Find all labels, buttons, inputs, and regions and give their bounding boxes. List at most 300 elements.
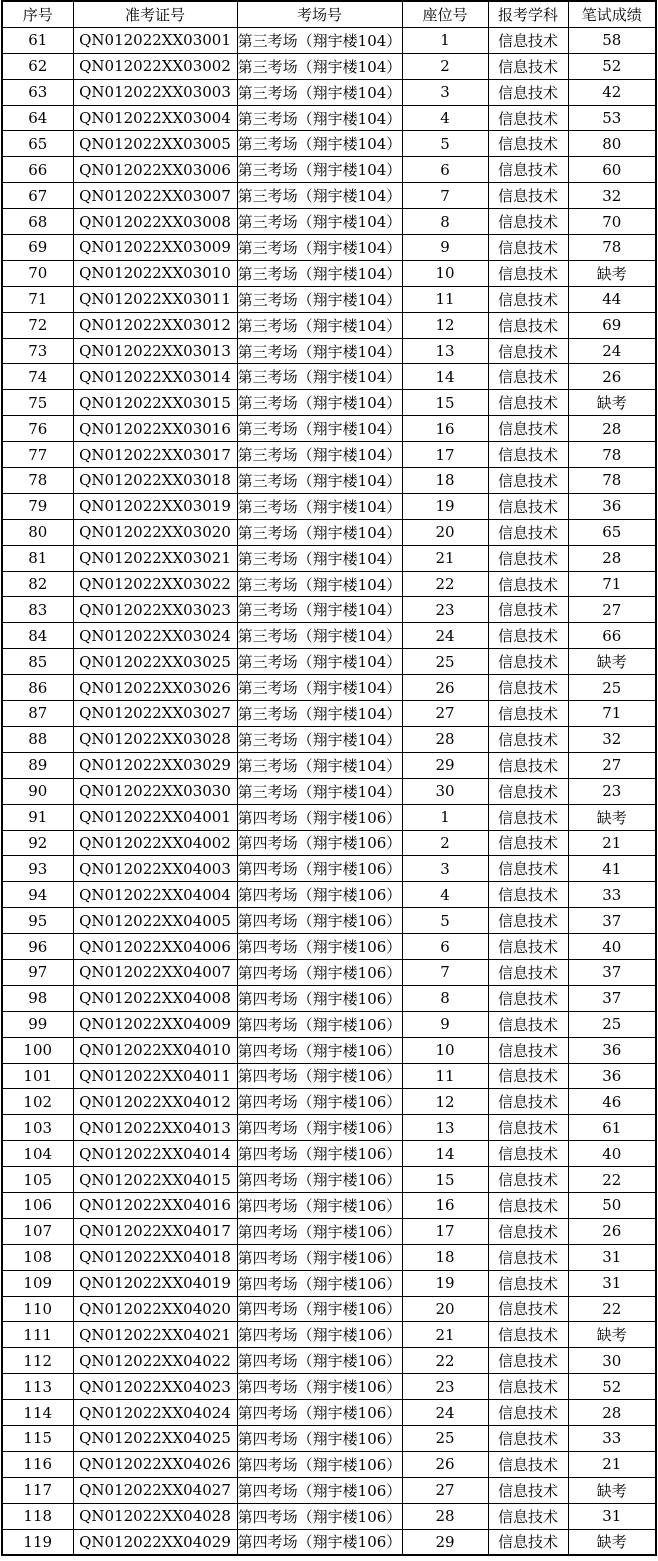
ticket-cell: QN012022XX03017 [73,442,237,468]
room-cell: 第三考场（翔宇楼104） [237,364,402,390]
ticket-cell: QN012022XX03022 [73,571,237,597]
subject-cell: 信息技术 [488,1374,568,1400]
room-cell: 第四考场（翔宇楼106） [237,1218,402,1244]
room-cell: 第三考场（翔宇楼104） [237,105,402,131]
room-cell: 第四考场（翔宇楼106） [237,1037,402,1063]
column-header-score: 笔试成绩 [568,1,656,27]
subject-cell: 信息技术 [488,235,568,261]
room-cell: 第四考场（翔宇楼106） [237,1503,402,1529]
ticket-cell: QN012022XX04028 [73,1503,237,1529]
subject-cell: 信息技术 [488,105,568,131]
serial-cell: 80 [2,519,73,545]
room-cell: 第四考场（翔宇楼106） [237,1374,402,1400]
room-cell: 第三考场（翔宇楼104） [237,338,402,364]
subject-cell: 信息技术 [488,53,568,79]
room-cell: 第三考场（翔宇楼104） [237,79,402,105]
room-cell: 第三考场（翔宇楼104） [237,235,402,261]
table-row [2,934,656,960]
table-row [2,416,656,442]
room-cell: 第四考场（翔宇楼106） [237,1451,402,1477]
seat-cell: 28 [402,1503,488,1529]
score-cell: 69 [568,312,656,338]
score-cell: 37 [568,985,656,1011]
seat-cell: 27 [402,701,488,727]
room-cell: 第四考场（翔宇楼106） [237,1270,402,1296]
ticket-cell: QN012022XX04002 [73,830,237,856]
serial-cell: 102 [2,1089,73,1115]
seat-cell: 21 [402,545,488,571]
seat-cell: 22 [402,571,488,597]
subject-cell: 信息技术 [488,597,568,623]
seat-cell: 5 [402,908,488,934]
seat-cell: 15 [402,390,488,416]
subject-cell: 信息技术 [488,468,568,494]
serial-cell: 82 [2,571,73,597]
serial-cell: 101 [2,1063,73,1089]
score-cell: 24 [568,338,656,364]
serial-cell: 115 [2,1425,73,1451]
ticket-cell: QN012022XX03006 [73,157,237,183]
room-cell: 第四考场（翔宇楼106） [237,908,402,934]
seat-cell: 20 [402,519,488,545]
room-cell: 第四考场（翔宇楼106） [237,959,402,985]
score-cell: 78 [568,442,656,468]
subject-cell: 信息技术 [488,1115,568,1141]
subject-cell: 信息技术 [488,1192,568,1218]
score-cell: 缺考 [568,1322,656,1348]
room-cell: 第四考场（翔宇楼106） [237,1348,402,1374]
score-cell: 28 [568,1400,656,1426]
subject-cell: 信息技术 [488,571,568,597]
score-cell: 36 [568,493,656,519]
subject-cell: 信息技术 [488,519,568,545]
ticket-cell: QN012022XX04001 [73,804,237,830]
room-cell: 第三考场（翔宇楼104） [237,286,402,312]
table-row [2,959,656,985]
column-header-subject: 报考学科 [488,1,568,27]
score-cell: 27 [568,597,656,623]
subject-cell: 信息技术 [488,1037,568,1063]
serial-cell: 105 [2,1167,73,1193]
score-cell: 31 [568,1244,656,1270]
serial-cell: 86 [2,675,73,701]
room-cell: 第三考场（翔宇楼104） [237,183,402,209]
serial-cell: 88 [2,726,73,752]
subject-cell: 信息技术 [488,416,568,442]
table-row [2,1348,656,1374]
table-row [2,1115,656,1141]
seat-cell: 15 [402,1167,488,1193]
ticket-cell: QN012022XX04009 [73,1011,237,1037]
ticket-cell: QN012022XX03004 [73,105,237,131]
table-row [2,1374,656,1400]
serial-cell: 69 [2,235,73,261]
ticket-cell: QN012022XX04018 [73,1244,237,1270]
table-header-row [2,1,656,27]
table-row [2,286,656,312]
column-header-room: 考场号 [237,1,402,27]
serial-cell: 96 [2,934,73,960]
seat-cell: 16 [402,416,488,442]
seat-cell: 19 [402,1270,488,1296]
subject-cell: 信息技术 [488,1063,568,1089]
score-cell: 71 [568,701,656,727]
ticket-cell: QN012022XX04017 [73,1218,237,1244]
seat-cell: 6 [402,157,488,183]
table-row [2,804,656,830]
ticket-cell: QN012022XX04027 [73,1477,237,1503]
room-cell: 第四考场（翔宇楼106） [237,804,402,830]
score-cell: 53 [568,105,656,131]
score-cell: 缺考 [568,260,656,286]
seat-cell: 12 [402,312,488,338]
table-row [2,1218,656,1244]
column-header-serial: 序号 [2,1,73,27]
score-cell: 58 [568,27,656,53]
serial-cell: 93 [2,856,73,882]
seat-cell: 3 [402,856,488,882]
ticket-cell: QN012022XX03008 [73,209,237,235]
room-cell: 第四考场（翔宇楼106） [237,1529,402,1555]
subject-cell: 信息技术 [488,804,568,830]
seat-cell: 17 [402,442,488,468]
ticket-cell: QN012022XX04014 [73,1141,237,1167]
subject-cell: 信息技术 [488,1529,568,1555]
serial-cell: 113 [2,1374,73,1400]
ticket-cell: QN012022XX04025 [73,1425,237,1451]
ticket-cell: QN012022XX04010 [73,1037,237,1063]
seat-cell: 14 [402,1141,488,1167]
subject-cell: 信息技术 [488,908,568,934]
score-cell: 缺考 [568,804,656,830]
seat-cell: 6 [402,934,488,960]
subject-cell: 信息技术 [488,726,568,752]
seat-cell: 4 [402,882,488,908]
seat-cell: 1 [402,27,488,53]
serial-cell: 70 [2,260,73,286]
ticket-cell: QN012022XX04024 [73,1400,237,1426]
ticket-cell: QN012022XX03014 [73,364,237,390]
score-cell: 40 [568,1141,656,1167]
table-row [2,675,656,701]
seat-cell: 27 [402,1477,488,1503]
table-row [2,1477,656,1503]
table-row [2,183,656,209]
serial-cell: 68 [2,209,73,235]
subject-cell: 信息技术 [488,1503,568,1529]
ticket-cell: QN012022XX03027 [73,701,237,727]
subject-cell: 信息技术 [488,1244,568,1270]
score-cell: 52 [568,1374,656,1400]
serial-cell: 66 [2,157,73,183]
serial-cell: 119 [2,1529,73,1555]
serial-cell: 94 [2,882,73,908]
room-cell: 第四考场（翔宇楼106） [237,882,402,908]
ticket-cell: QN012022XX03025 [73,649,237,675]
ticket-cell: QN012022XX04019 [73,1270,237,1296]
score-cell: 缺考 [568,1477,656,1503]
ticket-cell: QN012022XX04012 [73,1089,237,1115]
ticket-cell: QN012022XX03019 [73,493,237,519]
score-cell: 32 [568,183,656,209]
table-row [2,1322,656,1348]
score-cell: 28 [568,416,656,442]
seat-cell: 9 [402,235,488,261]
score-cell: 33 [568,1425,656,1451]
serial-cell: 74 [2,364,73,390]
serial-cell: 78 [2,468,73,494]
score-cell: 37 [568,959,656,985]
room-cell: 第三考场（翔宇楼104） [237,442,402,468]
table-row [2,235,656,261]
score-cell: 22 [568,1167,656,1193]
subject-cell: 信息技术 [488,1425,568,1451]
subject-cell: 信息技术 [488,442,568,468]
seat-cell: 10 [402,1037,488,1063]
serial-cell: 100 [2,1037,73,1063]
seat-cell: 13 [402,1115,488,1141]
ticket-cell: QN012022XX03028 [73,726,237,752]
table-row [2,1011,656,1037]
room-cell: 第四考场（翔宇楼106） [237,934,402,960]
table-row [2,209,656,235]
subject-cell: 信息技术 [488,1477,568,1503]
room-cell: 第三考场（翔宇楼104） [237,726,402,752]
table-row [2,908,656,934]
subject-cell: 信息技术 [488,752,568,778]
table-row [2,519,656,545]
serial-cell: 91 [2,804,73,830]
room-cell: 第三考场（翔宇楼104） [237,260,402,286]
room-cell: 第三考场（翔宇楼104） [237,752,402,778]
room-cell: 第三考场（翔宇楼104） [237,209,402,235]
score-cell: 70 [568,209,656,235]
ticket-cell: QN012022XX04003 [73,856,237,882]
column-header-seat: 座位号 [402,1,488,27]
seat-cell: 11 [402,286,488,312]
ticket-cell: QN012022XX03005 [73,131,237,157]
seat-cell: 2 [402,830,488,856]
subject-cell: 信息技术 [488,260,568,286]
score-cell: 66 [568,623,656,649]
serial-cell: 106 [2,1192,73,1218]
room-cell: 第四考场（翔宇楼106） [237,1244,402,1270]
subject-cell: 信息技术 [488,545,568,571]
seat-cell: 19 [402,493,488,519]
serial-cell: 118 [2,1503,73,1529]
room-cell: 第三考场（翔宇楼104） [237,597,402,623]
room-cell: 第三考场（翔宇楼104） [237,649,402,675]
serial-cell: 87 [2,701,73,727]
ticket-cell: QN012022XX04016 [73,1192,237,1218]
room-cell: 第四考场（翔宇楼106） [237,1425,402,1451]
room-cell: 第四考场（翔宇楼106） [237,856,402,882]
seat-cell: 8 [402,209,488,235]
subject-cell: 信息技术 [488,1270,568,1296]
table-row [2,726,656,752]
seat-cell: 14 [402,364,488,390]
room-cell: 第三考场（翔宇楼104） [237,53,402,79]
seat-cell: 21 [402,1322,488,1348]
score-cell: 22 [568,1296,656,1322]
serial-cell: 73 [2,338,73,364]
subject-cell: 信息技术 [488,1348,568,1374]
table-row [2,571,656,597]
score-cell: 26 [568,1218,656,1244]
table-row [2,1037,656,1063]
ticket-cell: QN012022XX03001 [73,27,237,53]
ticket-cell: QN012022XX04004 [73,882,237,908]
room-cell: 第三考场（翔宇楼104） [237,519,402,545]
room-cell: 第四考场（翔宇楼106） [237,1115,402,1141]
subject-cell: 信息技术 [488,338,568,364]
ticket-cell: QN012022XX03009 [73,235,237,261]
subject-cell: 信息技术 [488,183,568,209]
subject-cell: 信息技术 [488,701,568,727]
table-row [2,1167,656,1193]
room-cell: 第三考场（翔宇楼104） [237,468,402,494]
seat-cell: 16 [402,1192,488,1218]
room-cell: 第三考场（翔宇楼104） [237,390,402,416]
score-cell: 65 [568,519,656,545]
seat-cell: 26 [402,675,488,701]
serial-cell: 63 [2,79,73,105]
room-cell: 第四考场（翔宇楼106） [237,1192,402,1218]
table-row [2,79,656,105]
ticket-cell: QN012022XX04011 [73,1063,237,1089]
subject-cell: 信息技术 [488,27,568,53]
room-cell: 第四考场（翔宇楼106） [237,1089,402,1115]
subject-cell: 信息技术 [488,623,568,649]
ticket-cell: QN012022XX03029 [73,752,237,778]
seat-cell: 22 [402,1348,488,1374]
ticket-cell: QN012022XX04006 [73,934,237,960]
ticket-cell: QN012022XX03003 [73,79,237,105]
score-cell: 25 [568,675,656,701]
score-cell: 缺考 [568,390,656,416]
ticket-cell: QN012022XX04023 [73,1374,237,1400]
subject-cell: 信息技术 [488,131,568,157]
ticket-cell: QN012022XX03021 [73,545,237,571]
serial-cell: 90 [2,778,73,804]
ticket-cell: QN012022XX04008 [73,985,237,1011]
subject-cell: 信息技术 [488,364,568,390]
subject-cell: 信息技术 [488,79,568,105]
subject-cell: 信息技术 [488,830,568,856]
table-row [2,1089,656,1115]
table-row [2,830,656,856]
serial-cell: 103 [2,1115,73,1141]
subject-cell: 信息技术 [488,1218,568,1244]
seat-cell: 29 [402,752,488,778]
table-row [2,752,656,778]
seat-cell: 29 [402,1529,488,1555]
table-row [2,1503,656,1529]
room-cell: 第三考场（翔宇楼104） [237,157,402,183]
serial-cell: 99 [2,1011,73,1037]
score-cell: 46 [568,1089,656,1115]
exam-score-table [1,0,657,1556]
subject-cell: 信息技术 [488,286,568,312]
ticket-cell: QN012022XX03030 [73,778,237,804]
room-cell: 第四考场（翔宇楼106） [237,1296,402,1322]
subject-cell: 信息技术 [488,1322,568,1348]
table-row [2,778,656,804]
table-row [2,131,656,157]
room-cell: 第三考场（翔宇楼104） [237,131,402,157]
room-cell: 第四考场（翔宇楼106） [237,1141,402,1167]
score-cell: 61 [568,1115,656,1141]
ticket-cell: QN012022XX04015 [73,1167,237,1193]
score-cell: 36 [568,1037,656,1063]
serial-cell: 65 [2,131,73,157]
seat-cell: 9 [402,1011,488,1037]
seat-cell: 30 [402,778,488,804]
table-row [2,53,656,79]
serial-cell: 67 [2,183,73,209]
room-cell: 第三考场（翔宇楼104） [237,571,402,597]
serial-cell: 81 [2,545,73,571]
table-row [2,105,656,131]
room-cell: 第四考场（翔宇楼106） [237,1167,402,1193]
subject-cell: 信息技术 [488,209,568,235]
room-cell: 第四考场（翔宇楼106） [237,1400,402,1426]
table-row [2,442,656,468]
ticket-cell: QN012022XX03020 [73,519,237,545]
score-cell: 50 [568,1192,656,1218]
seat-cell: 23 [402,1374,488,1400]
subject-cell: 信息技术 [488,649,568,675]
serial-cell: 85 [2,649,73,675]
serial-cell: 75 [2,390,73,416]
serial-cell: 104 [2,1141,73,1167]
score-cell: 32 [568,726,656,752]
table-row [2,856,656,882]
seat-cell: 25 [402,649,488,675]
serial-cell: 79 [2,493,73,519]
score-cell: 36 [568,1063,656,1089]
score-cell: 41 [568,856,656,882]
table-row [2,1192,656,1218]
serial-cell: 76 [2,416,73,442]
serial-cell: 97 [2,959,73,985]
subject-cell: 信息技术 [488,778,568,804]
ticket-cell: QN012022XX03010 [73,260,237,286]
seat-cell: 17 [402,1218,488,1244]
table-row [2,1270,656,1296]
subject-cell: 信息技术 [488,934,568,960]
ticket-cell: QN012022XX04026 [73,1451,237,1477]
ticket-cell: QN012022XX03012 [73,312,237,338]
score-cell: 42 [568,79,656,105]
seat-cell: 28 [402,726,488,752]
score-cell: 52 [568,53,656,79]
score-cell: 37 [568,908,656,934]
score-cell: 缺考 [568,649,656,675]
score-cell: 40 [568,934,656,960]
seat-cell: 10 [402,260,488,286]
score-cell: 31 [568,1270,656,1296]
seat-cell: 4 [402,105,488,131]
table-row [2,701,656,727]
serial-cell: 95 [2,908,73,934]
serial-cell: 111 [2,1322,73,1348]
table-row [2,390,656,416]
room-cell: 第四考场（翔宇楼106） [237,1063,402,1089]
serial-cell: 116 [2,1451,73,1477]
room-cell: 第四考场（翔宇楼106） [237,1477,402,1503]
serial-cell: 117 [2,1477,73,1503]
